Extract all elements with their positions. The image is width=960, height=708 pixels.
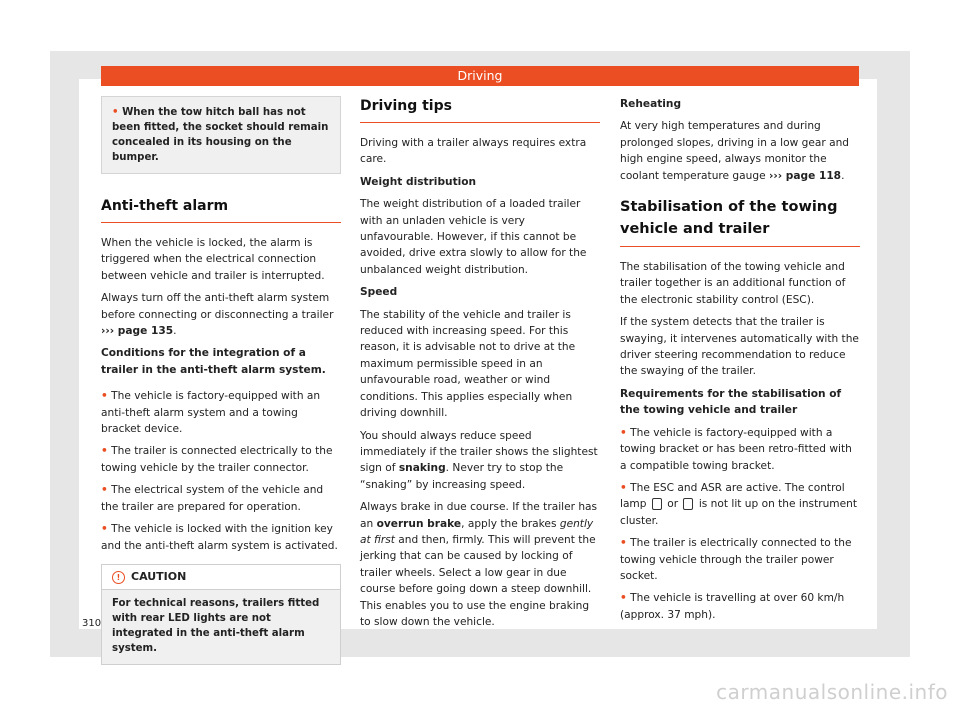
list-item: • The trailer is connected electrically to the towing vehicle by the trailer connector.: [101, 445, 333, 474]
paragraph: Always brake in due course. If the trailer has an overrun brake, apply the brakes gently at first and then, firmly. This will prevent the jerking that can be caused by locking of trailer wheels. Select a low gear in due course before going down a steep downhill. This enables you to use the engine braking to slow down the vehicle.: [360, 501, 598, 628]
paragraph: The stability of the vehicle and trailer is reduced with increasing speed. For this reason, it is advisable not to drive at the maximum permissible speed in an unfavourable road, weather or wind conditions. This applies especially when driving downhill.: [360, 308, 576, 420]
column-2: [360, 96, 600, 636]
esc-off-lamp-icon: [683, 498, 693, 510]
list-item: • The vehicle is locked with the ignition key and the anti-theft alarm system is activated.: [101, 523, 338, 552]
weight-title: Weight distribution: [360, 175, 477, 188]
paragraph: If the system detects that the trailer is swaying, it intervenes automatically with the driver steering recommendation to reduce the swaying of the trailer.: [620, 316, 859, 378]
paragraph: The weight distribution of a loaded trailer with an unladen vehicle is very unfavourable. However, if this cannot be avoided, drive extra slowly to allow for the unbalanced weight distribution.: [360, 198, 587, 276]
paragraph: Always turn off the anti-theft alarm system before connecting or disconnecting a trailer ››› page 135.: [101, 292, 334, 338]
bullet-icon: •: [620, 537, 627, 550]
watermark: carmanualsonline.info: [716, 680, 948, 704]
requirements-title: Requirements for the stabilisation of the towing vehicle and trailer: [620, 387, 842, 417]
caution-label: CAUTION: [131, 569, 187, 583]
caution-header: [102, 565, 340, 590]
conditions-title: Conditions for the integration of a trailer in the anti-theft alarm system.: [101, 347, 326, 376]
bullet-icon: •: [101, 390, 108, 403]
paragraph: At very high temperatures and during prolonged slopes, driving in a low gear and high engine speed, always monitor the coolant temperature gauge ››› page 118.: [620, 120, 850, 182]
speed-title: Speed: [360, 286, 398, 299]
list-item: • The vehicle is travelling at over 60 km/h (approx. 37 mph).: [620, 592, 845, 621]
page-number: 310: [82, 618, 102, 629]
caution-text: For technical reasons, trailers fitted with rear LED lights are not integrated in the anti-theft alarm system.: [112, 598, 320, 655]
caution-box: [101, 564, 341, 665]
bullet-icon: •: [620, 426, 627, 439]
note-box: [101, 96, 341, 174]
list-item: • The ESC and ASR are active. The control lamp or is not lit up on the instrument cluster.: [620, 481, 858, 527]
bullet-icon: •: [112, 107, 119, 118]
section-title-driving-tips: Driving tips: [360, 96, 600, 123]
paragraph: When the vehicle is locked, the alarm is triggered when the electrical connection between vehicle and trailer is interrupted.: [101, 237, 325, 282]
bullet-icon: •: [620, 481, 627, 494]
column-3: [620, 96, 860, 629]
bullet-icon: •: [101, 484, 108, 497]
reheating-title: Reheating: [620, 98, 682, 110]
list-item: • The trailer is electrically connected to the towing vehicle through the trailer power socket.: [620, 537, 852, 582]
section-title-anti-theft: Anti-theft alarm: [101, 196, 341, 223]
paragraph: Driving with a trailer always requires extra care.: [360, 137, 587, 166]
caution-icon: !: [112, 571, 125, 584]
page-reference-link[interactable]: ››› page 118: [768, 169, 842, 182]
section-title-stabilisation: Stabilisation of the towing vehicle and trailer: [620, 196, 860, 247]
list-item: • The vehicle is factory-equipped with a towing bracket or has been retro-fitted with a compatible towing bracket.: [620, 426, 852, 472]
column-1: [101, 96, 341, 665]
bullet-icon: •: [101, 445, 108, 458]
note-text: When the tow hitch ball has not been fitted, the socket should remain concealed in its housing on the bumper.: [112, 107, 329, 163]
chapter-header: Driving: [101, 66, 859, 86]
bullet-icon: •: [101, 523, 108, 536]
list-item: • The vehicle is factory-equipped with an anti-theft alarm system and a towing bracket device.: [101, 390, 321, 436]
bullet-icon: •: [620, 592, 627, 605]
esc-lamp-icon: [652, 498, 662, 510]
paragraph: You should always reduce speed immediately if the trailer shows the slightest sign of snaking. Never try to stop the “snaking” by increasing speed.: [360, 429, 598, 491]
paragraph: The stabilisation of the towing vehicle and trailer together is an additional function of the electronic stability control (ESC).: [620, 261, 846, 306]
page-reference-link[interactable]: ››› page 135: [101, 325, 174, 338]
list-item: • The electrical system of the vehicle and the trailer are prepared for operation.: [101, 484, 324, 513]
